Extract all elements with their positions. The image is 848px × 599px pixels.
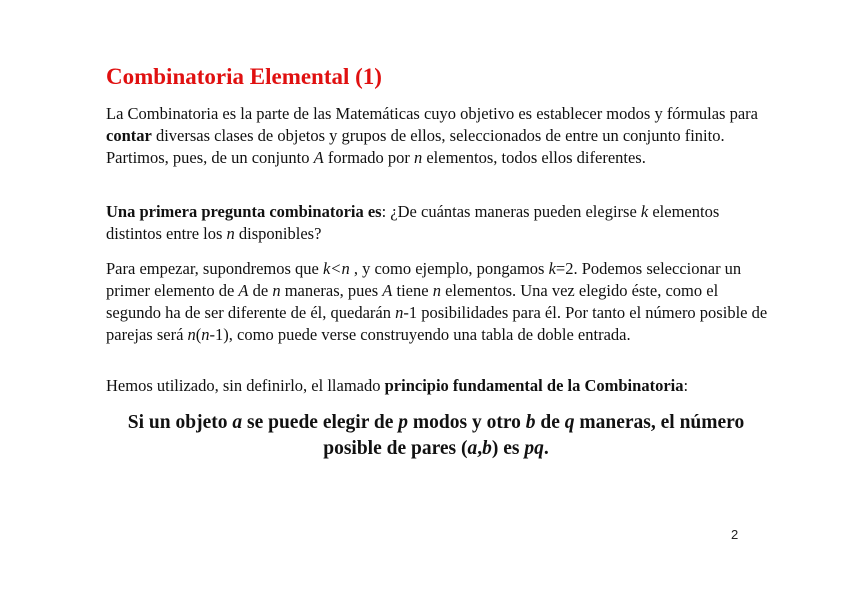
text: tiene	[392, 281, 433, 300]
text: de	[535, 412, 565, 433]
text: :	[683, 376, 689, 395]
text: diversas clases de objetos y grupos de ellos, seleccionados de entre un conjunto finito. Partimos, pues, de un conjunto	[106, 126, 725, 167]
var-q: q	[564, 412, 575, 433]
slide-title: Combinatoria Elemental (1)	[106, 64, 382, 89]
var-a: a	[232, 412, 243, 433]
var-k: k	[640, 202, 649, 221]
var-A: A	[382, 281, 393, 300]
principle-intro-paragraph	[106, 375, 776, 397]
text: elementos distintos entre los	[106, 202, 720, 243]
text: (	[195, 325, 202, 344]
text: -1 posibilidades para él. Por tanto el número posible de parejas será	[106, 303, 768, 344]
var-n: n	[226, 224, 235, 243]
text: modos y otro	[408, 412, 526, 433]
expr-k-less-n: k<n	[322, 259, 350, 278]
text: maneras, pues	[280, 281, 383, 300]
emphasis-principle: principio fundamental de la Combinatoria	[384, 376, 684, 395]
var-n: n	[187, 325, 196, 344]
text: de	[248, 281, 273, 300]
text: maneras, el número posible de pares (	[323, 412, 745, 459]
text: elementos, todos ellos diferentes.	[422, 148, 646, 167]
principle-statement	[106, 410, 766, 462]
var-a: a	[467, 438, 478, 459]
text: , y como ejemplo, pongamos	[349, 259, 549, 278]
emphasis-contar: contar	[106, 126, 152, 145]
text: =2. Podemos seleccionar un primer elemento de	[106, 259, 742, 300]
page-number: 2	[731, 527, 739, 542]
var-A: A	[313, 148, 324, 167]
emphasis-question: Una primera pregunta combinatoria es	[106, 202, 382, 221]
text: disponibles?	[234, 224, 322, 243]
text: -1), como puede verse construyendo una tabla de doble entrada.	[209, 325, 631, 344]
text: Si un objeto	[127, 412, 233, 433]
text: La Combinatoria es la parte de las Matemáticas cuyo objetivo es establecer modos y fórmulas para	[106, 104, 758, 123]
var-n: n	[432, 281, 441, 300]
text: elementos. Una vez elegido éste, como el segundo ha de ser diferente de él, quedarán	[106, 281, 719, 322]
var-A: A	[238, 281, 249, 300]
var-n: n	[395, 303, 404, 322]
text: .	[543, 438, 549, 459]
example-paragraph	[106, 258, 776, 346]
text: Para empezar, supondremos que	[106, 259, 323, 278]
var-k: k	[548, 259, 556, 278]
text: formado por	[323, 148, 414, 167]
var-b: b	[525, 412, 536, 433]
var-p: p	[398, 412, 409, 433]
var-n: n	[201, 325, 210, 344]
var-n: n	[272, 281, 281, 300]
text: Hemos utilizado, sin definirlo, el llamado	[106, 376, 385, 395]
text: ,	[477, 438, 483, 459]
text: se puede elegir de	[242, 412, 399, 433]
text: : ¿De cuántas maneras pueden elegirse	[381, 202, 641, 221]
text: ) es	[491, 438, 525, 459]
var-pq: pq	[524, 438, 544, 459]
intro-paragraph	[106, 103, 776, 169]
var-n: n	[413, 148, 423, 167]
question-paragraph	[106, 201, 776, 245]
var-b: b	[482, 438, 492, 459]
